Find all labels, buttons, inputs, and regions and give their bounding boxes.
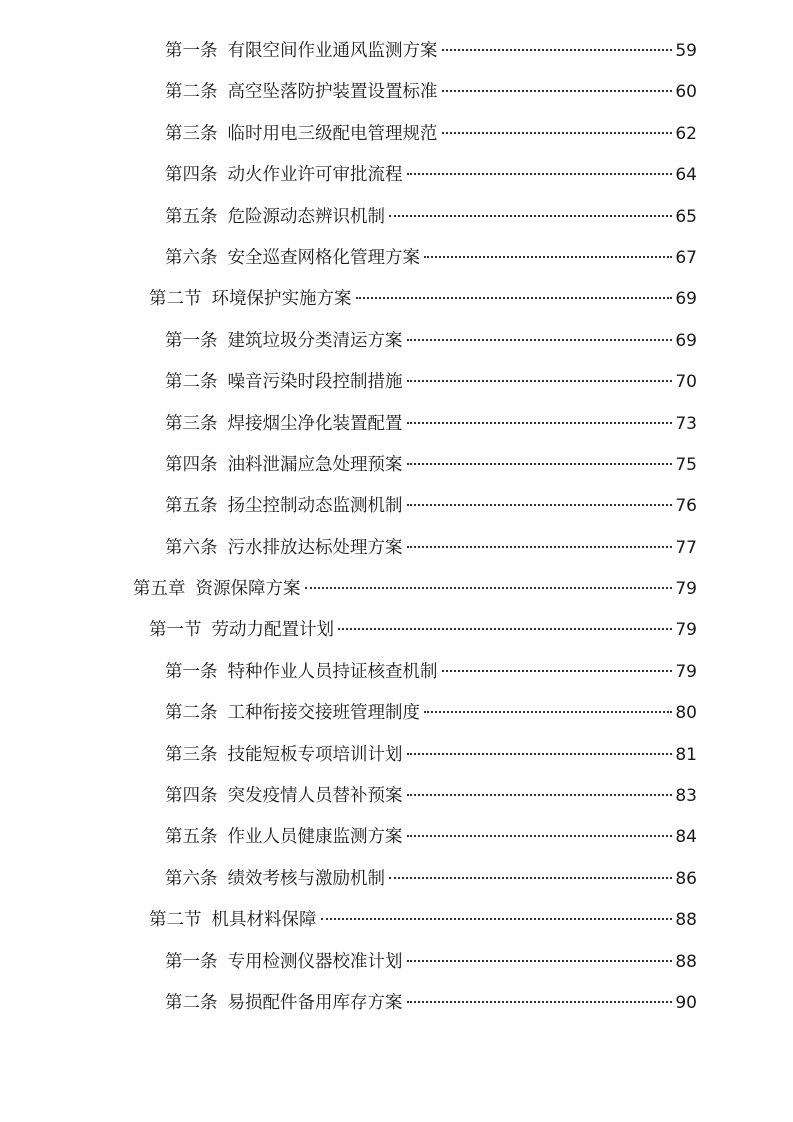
toc-entry-page-number: 88	[675, 910, 697, 931]
toc-entry-line	[149, 287, 697, 311]
toc-entry[interactable]	[0, 859, 793, 900]
toc-entry-title: 临时用电三级配电管理规范	[227, 123, 438, 144]
toc-entry-title: 危险源动态辨识机制	[227, 206, 385, 227]
table-of-contents	[0, 31, 793, 1024]
toc-entry-page-number: 65	[675, 206, 697, 227]
toc-entry-title: 资源保障方案	[195, 579, 301, 600]
toc-entry-line	[165, 536, 697, 560]
toc-entry-title: 扬尘控制动态监测机制	[227, 496, 403, 517]
toc-entry-line	[165, 867, 697, 891]
toc-entry-page-number: 67	[675, 247, 697, 268]
toc-entry-title: 有限空间作业通风监测方案	[227, 41, 438, 61]
toc-entry-page-number: 64	[675, 165, 697, 186]
toc-entry-line	[165, 494, 697, 518]
toc-entry-number: 第四条	[165, 454, 218, 475]
dot-leader	[407, 835, 673, 837]
toc-entry-line	[165, 412, 697, 436]
toc-entry-line	[165, 825, 697, 849]
toc-entry-page-number: 80	[675, 703, 697, 724]
toc-entry-page-number: 70	[675, 372, 697, 393]
toc-entry-title: 污水排放达标处理方案	[227, 537, 403, 558]
toc-entry-page-number: 69	[675, 330, 697, 351]
toc-entry-title: 绩效考核与激励机制	[227, 868, 385, 889]
dot-leader	[407, 339, 673, 341]
toc-entry-number: 第六条	[165, 868, 218, 889]
toc-entry-line	[165, 80, 697, 104]
toc-entry[interactable]	[0, 72, 793, 113]
toc-entry-page-number: 79	[675, 661, 697, 682]
toc-entry-page-number: 83	[675, 786, 697, 807]
toc-entry-title: 劳动力配置计划	[211, 620, 334, 641]
toc-entry[interactable]	[0, 486, 793, 527]
toc-entry[interactable]	[0, 114, 793, 155]
toc-entry[interactable]	[0, 817, 793, 858]
toc-entry[interactable]	[0, 404, 793, 445]
toc-entry[interactable]	[0, 900, 793, 941]
toc-entry[interactable]	[0, 362, 793, 403]
toc-entry-title: 作业人员健康监测方案	[227, 827, 403, 848]
toc-entry[interactable]	[0, 155, 793, 196]
toc-entry-line	[165, 660, 697, 684]
toc-entry[interactable]	[0, 735, 793, 776]
toc-entry[interactable]	[0, 238, 793, 279]
dot-leader	[407, 960, 673, 962]
toc-entry-number: 第六条	[165, 247, 218, 268]
toc-entry-line	[165, 329, 697, 353]
dot-leader	[407, 173, 673, 175]
dot-leader	[407, 753, 673, 755]
toc-entry-line	[165, 991, 697, 1015]
toc-entry-line	[165, 246, 697, 270]
dot-leader	[389, 215, 672, 217]
toc-entry-line	[165, 122, 697, 146]
toc-entry-page-number: 81	[675, 744, 697, 765]
dot-leader	[407, 1001, 673, 1003]
toc-entry-number: 第三条	[165, 744, 218, 765]
toc-entry-page-number: 59	[675, 41, 697, 61]
toc-entry-line	[165, 701, 697, 725]
toc-entry-number: 第二节	[149, 910, 202, 931]
toc-entry-number: 第一条	[165, 951, 218, 972]
toc-entry[interactable]	[0, 197, 793, 238]
toc-entry-page-number: 79	[675, 620, 697, 641]
toc-entry-title: 突发疫情人员替补预案	[227, 786, 403, 807]
dot-leader	[407, 794, 673, 796]
toc-entry[interactable]	[0, 445, 793, 486]
toc-entry-title: 噪音污染时段控制措施	[227, 372, 403, 393]
toc-entry[interactable]	[0, 983, 793, 1024]
toc-entry-page-number: 86	[675, 868, 697, 889]
dot-leader	[442, 90, 673, 92]
toc-entry-number: 第三条	[165, 413, 218, 434]
toc-entry-page-number: 76	[675, 496, 697, 517]
dot-leader	[407, 463, 673, 465]
dot-leader	[442, 132, 673, 134]
toc-entry-number: 第三条	[165, 123, 218, 144]
toc-entry-line	[165, 370, 697, 394]
toc-entry[interactable]	[0, 693, 793, 734]
toc-entry-number: 第一条	[165, 41, 218, 61]
dot-leader	[356, 297, 673, 299]
toc-entry-line	[165, 163, 697, 187]
toc-entry-page-number: 79	[675, 579, 697, 600]
toc-entry-title: 高空坠落防护装置设置标准	[227, 82, 438, 103]
dot-leader	[442, 670, 673, 672]
toc-entry-number: 第一节	[149, 620, 202, 641]
toc-entry[interactable]	[0, 31, 793, 72]
toc-entry-line	[165, 950, 697, 974]
toc-entry-page-number: 88	[675, 951, 697, 972]
toc-entry[interactable]	[0, 569, 793, 610]
toc-entry-title: 专用检测仪器校准计划	[227, 951, 403, 972]
toc-entry[interactable]	[0, 279, 793, 320]
toc-entry-number: 第二节	[149, 289, 202, 310]
toc-entry-line	[149, 618, 697, 642]
toc-entry-number: 第五章	[133, 579, 186, 600]
toc-entry-title: 环境保护实施方案	[211, 289, 352, 310]
toc-entry-number: 第一条	[165, 330, 218, 351]
toc-entry-line	[165, 453, 697, 477]
toc-entry-line	[165, 39, 697, 63]
toc-entry[interactable]	[0, 942, 793, 983]
dot-leader	[407, 422, 673, 424]
toc-entry-number: 第四条	[165, 165, 218, 186]
toc-entry-number: 第二条	[165, 992, 218, 1013]
toc-entry-title: 易损配件备用库存方案	[227, 992, 403, 1013]
toc-entry-title: 焊接烟尘净化装置配置	[227, 413, 403, 434]
toc-entry-page-number: 77	[675, 537, 697, 558]
toc-entry-title: 工种衔接交接班管理制度	[227, 703, 420, 724]
dot-leader	[407, 504, 673, 506]
dot-leader	[424, 256, 672, 258]
toc-entry[interactable]	[0, 528, 793, 569]
toc-entry-number: 第二条	[165, 703, 218, 724]
dot-leader	[407, 546, 673, 548]
toc-entry-title: 油料泄漏应急处理预案	[227, 454, 403, 475]
toc-entry-page-number: 73	[675, 413, 697, 434]
toc-entry-line	[165, 205, 697, 229]
toc-entry-page-number: 84	[675, 827, 697, 848]
toc-entry-line	[165, 784, 697, 808]
toc-entry-title: 安全巡查网格化管理方案	[227, 247, 420, 268]
toc-entry-number: 第二条	[165, 372, 218, 393]
toc-entry-page-number: 90	[675, 992, 697, 1013]
toc-entry-title: 特种作业人员持证核查机制	[227, 661, 438, 682]
toc-entry-number: 第四条	[165, 786, 218, 807]
dot-leader	[407, 380, 673, 382]
toc-entry[interactable]	[0, 776, 793, 817]
dot-leader	[321, 918, 673, 920]
toc-entry[interactable]	[0, 652, 793, 693]
toc-entry[interactable]	[0, 610, 793, 651]
dot-leader	[424, 711, 672, 713]
dot-leader	[442, 49, 673, 51]
toc-entry[interactable]	[0, 321, 793, 362]
toc-entry-number: 第二条	[165, 82, 218, 103]
toc-entry-number: 第五条	[165, 827, 218, 848]
toc-entry-title: 建筑垃圾分类清运方案	[227, 330, 403, 351]
toc-entry-title: 技能短板专项培训计划	[227, 744, 403, 765]
toc-entry-number: 第五条	[165, 496, 218, 517]
toc-entry-page-number: 62	[675, 123, 697, 144]
toc-entry-number: 第六条	[165, 537, 218, 558]
toc-entry-line	[149, 908, 697, 932]
toc-entry-line	[165, 743, 697, 767]
toc-entry-number: 第一条	[165, 661, 218, 682]
toc-entry-title: 动火作业许可审批流程	[227, 165, 403, 186]
dot-leader	[305, 587, 673, 589]
toc-entry-number: 第五条	[165, 206, 218, 227]
toc-entry-page-number: 75	[675, 454, 697, 475]
dot-leader	[338, 628, 672, 630]
toc-entry-page-number: 60	[675, 82, 697, 103]
toc-entry-page-number: 69	[675, 289, 697, 310]
toc-entry-line	[133, 577, 697, 601]
toc-entry-title: 机具材料保障	[211, 910, 317, 931]
dot-leader	[389, 877, 672, 879]
